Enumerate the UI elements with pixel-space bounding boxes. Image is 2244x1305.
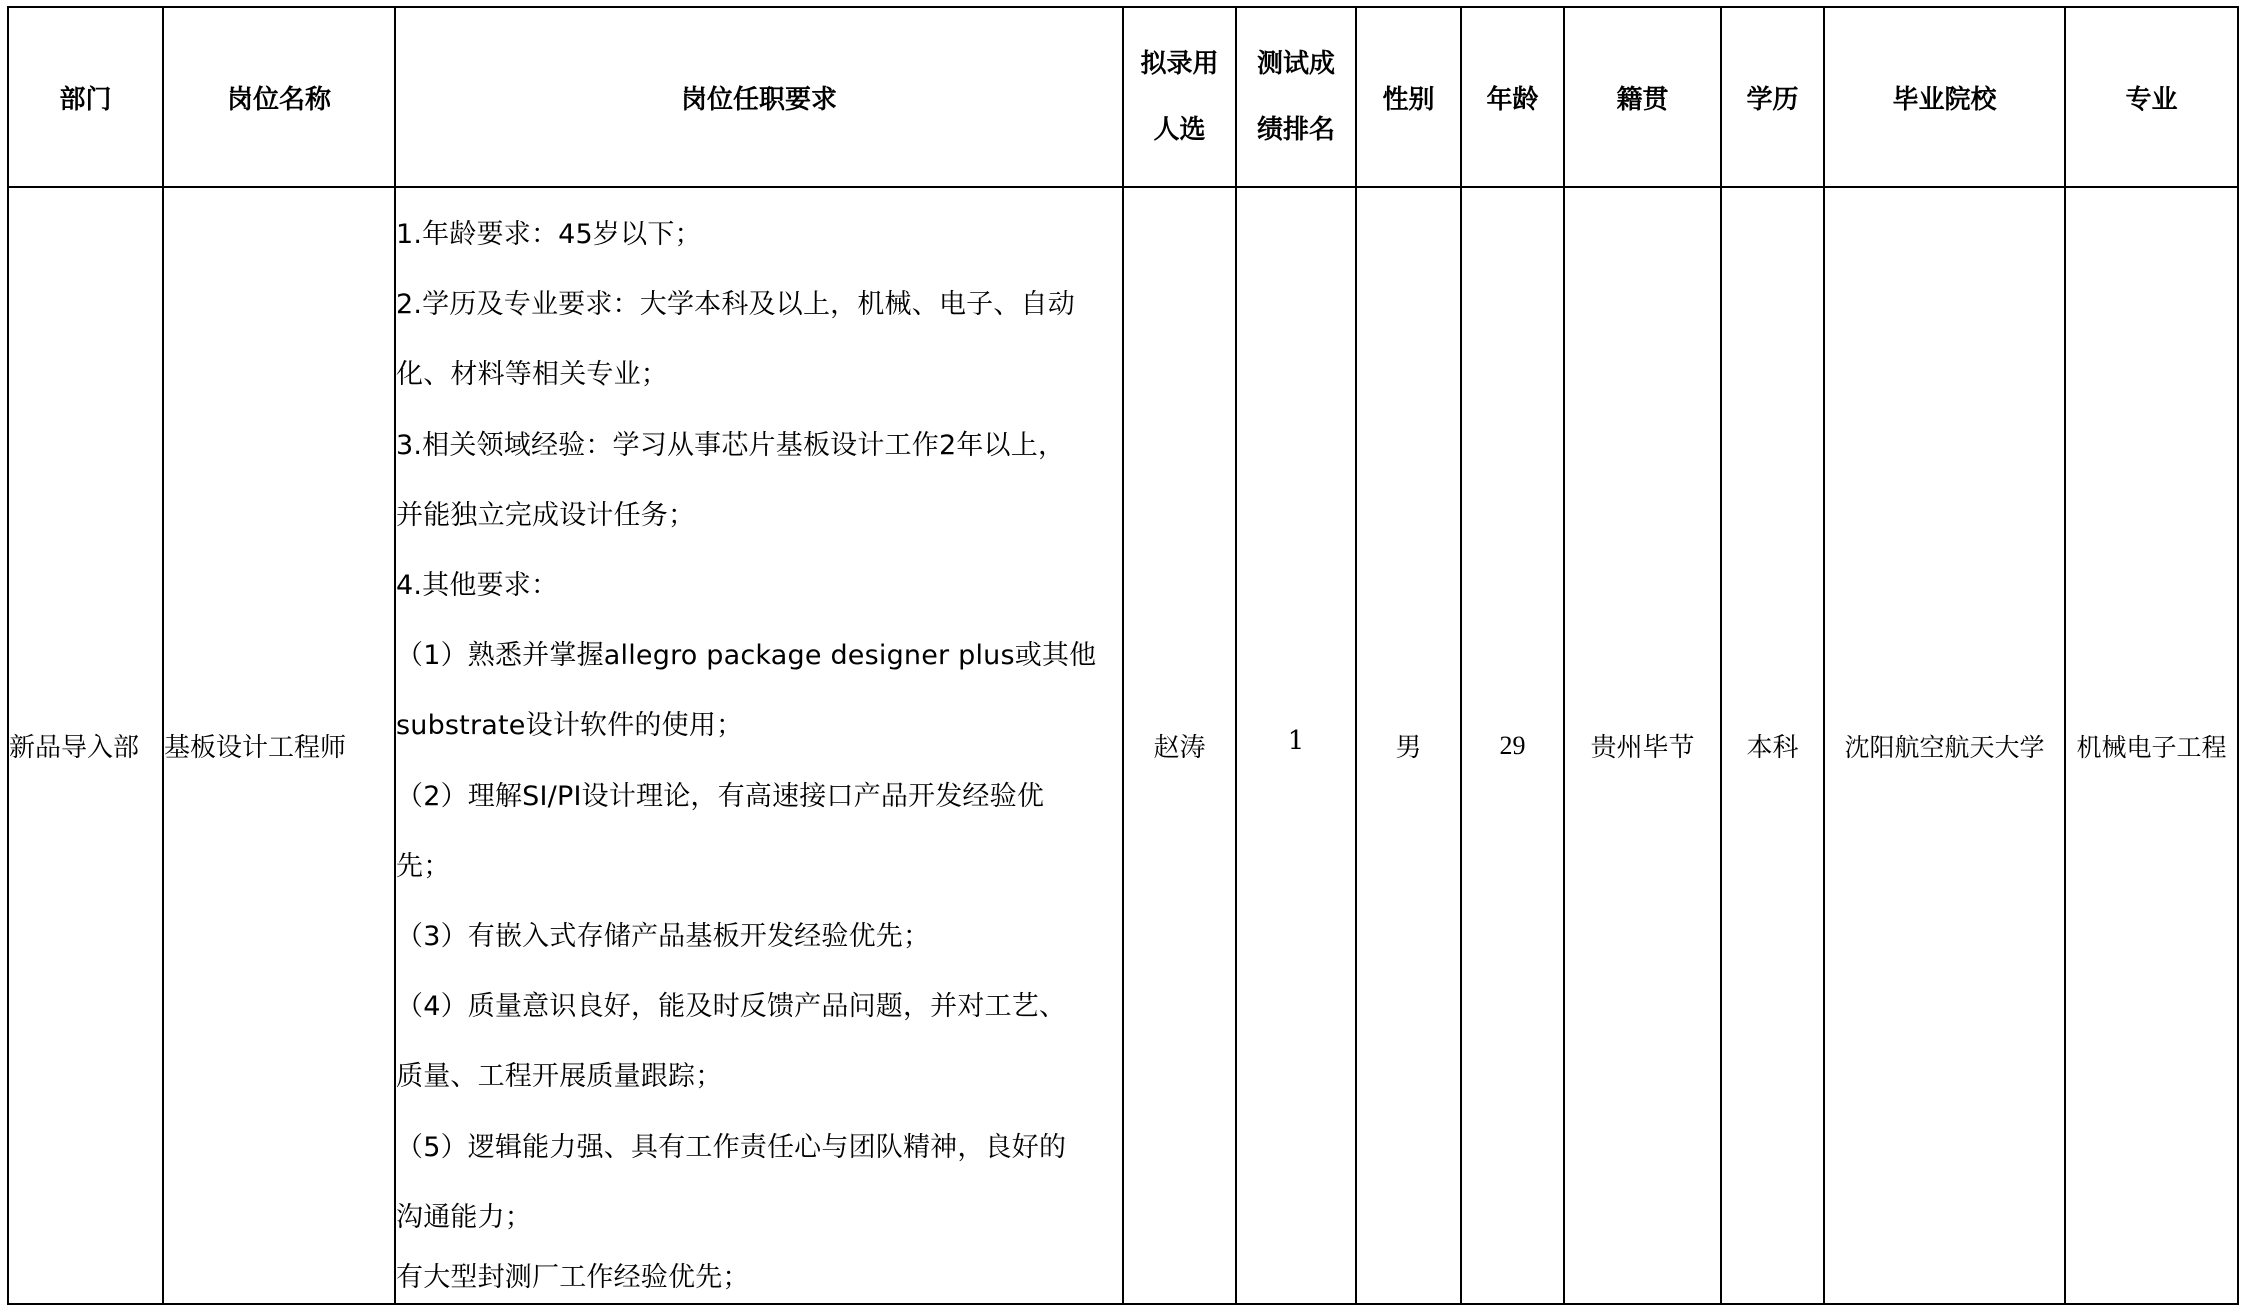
header-department: 部门 <box>8 7 163 187</box>
requirement-line: 3.相关领域经验：学习从事芯片基板设计工作2年以上， <box>396 429 1066 461</box>
header-row <box>8 7 2238 187</box>
header-hometown: 籍贯 <box>1564 7 1721 187</box>
recruitment-table <box>7 6 2239 1305</box>
cell-position: 基板设计工程师 <box>163 187 395 1304</box>
header-age: 年龄 <box>1461 7 1564 187</box>
cell-hometown: 贵州毕节 <box>1564 187 1721 1304</box>
header-rank: 测试成 绩排名 <box>1236 7 1356 187</box>
requirement-line: 2.学历及专业要求：大学本科及以上，机械、电子、自动 <box>396 289 1075 321</box>
requirement-line: （4）质量意识良好，能及时反馈产品问题，并对工艺、 <box>396 991 1067 1023</box>
cell-gender: 男 <box>1356 187 1461 1304</box>
header-gender: 性别 <box>1356 7 1461 187</box>
requirement-line: 质量、工程开展质量跟踪； <box>396 1061 723 1093</box>
requirement-line: （1）熟悉并掌握allegro package designer plus或其他 <box>396 640 1097 672</box>
cell-rank: 1 <box>1236 187 1356 1304</box>
header-education: 学历 <box>1721 7 1824 187</box>
requirement-line: （3）有嵌入式存储产品基板开发经验优先； <box>396 921 931 953</box>
header-position: 岗位名称 <box>163 7 395 187</box>
requirement-line: 并能独立完成设计任务； <box>396 499 696 531</box>
requirement-line: 沟通能力； <box>396 1201 532 1233</box>
cell-major: 机械电子工程 <box>2065 187 2238 1304</box>
requirement-line: （2）理解SI/PI设计理论，有高速接口产品开发经验优 <box>396 780 1045 812</box>
requirement-line: （5）逻辑能力强、具有工作责任心与团队精神，良好的 <box>396 1131 1067 1163</box>
requirement-line: 4.其他要求： <box>396 570 559 602</box>
cell-requirements <box>395 187 1123 1304</box>
requirement-line: 化、材料等相关专业； <box>396 359 668 391</box>
requirement-line: 1.年龄要求：45岁以下； <box>396 219 702 250</box>
requirement-line: 有大型封测厂工作经验优先； <box>396 1262 750 1294</box>
cell-education: 本科 <box>1721 187 1824 1304</box>
cell-age: 29 <box>1461 187 1564 1304</box>
header-requirements: 岗位任职要求 <box>395 7 1123 187</box>
header-candidate: 拟录用 人选 <box>1123 7 1236 187</box>
table-row <box>8 187 2238 1304</box>
header-major: 专业 <box>2065 7 2238 187</box>
requirement-line: 先； <box>396 850 451 882</box>
cell-school: 沈阳航空航天大学 <box>1824 187 2065 1304</box>
cell-department: 新品导入部 <box>8 187 163 1304</box>
header-school: 毕业院校 <box>1824 7 2065 187</box>
requirement-line: substrate设计软件的使用； <box>396 710 744 742</box>
cell-candidate: 赵涛 <box>1123 187 1236 1304</box>
